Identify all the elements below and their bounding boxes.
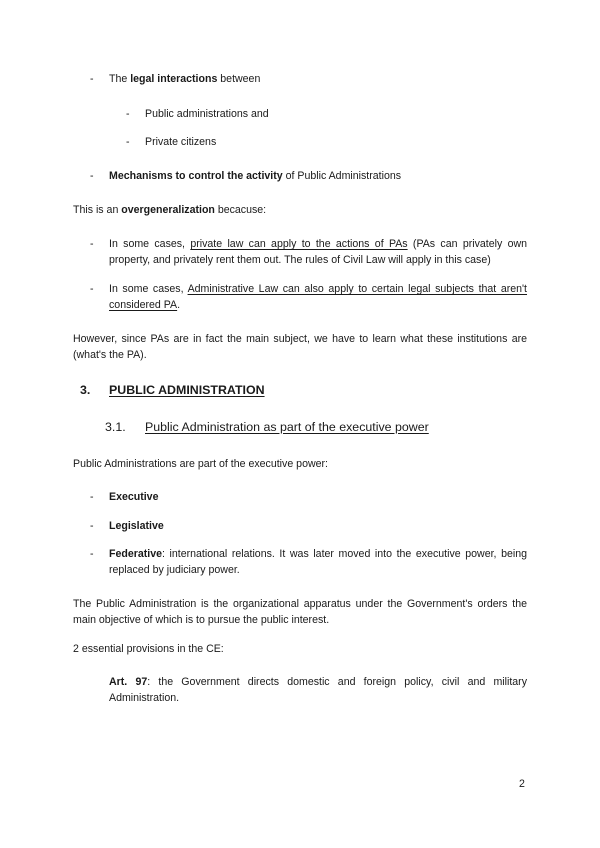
definition-paragraph: The Public Administration is the organizational apparatus under the Government's orders the main objective of which is to pursue the public interest. — [73, 598, 527, 626]
overgeneralization-line: This is an overgeneralization becacuse: — [73, 204, 267, 216]
article-97: Art. 97: the Government directs domestic and foreign policy, civil and military Administration. — [109, 676, 527, 704]
page-number: 2 — [519, 778, 525, 790]
provisions-line: 2 essential provisions in the CE: — [73, 643, 224, 655]
powers-intro: Public Administrations are part of the executive power: — [73, 458, 328, 470]
however-paragraph: However, since PAs are in fact the main subject, we have to learn what these institutions are (what's the PA). — [73, 333, 527, 361]
